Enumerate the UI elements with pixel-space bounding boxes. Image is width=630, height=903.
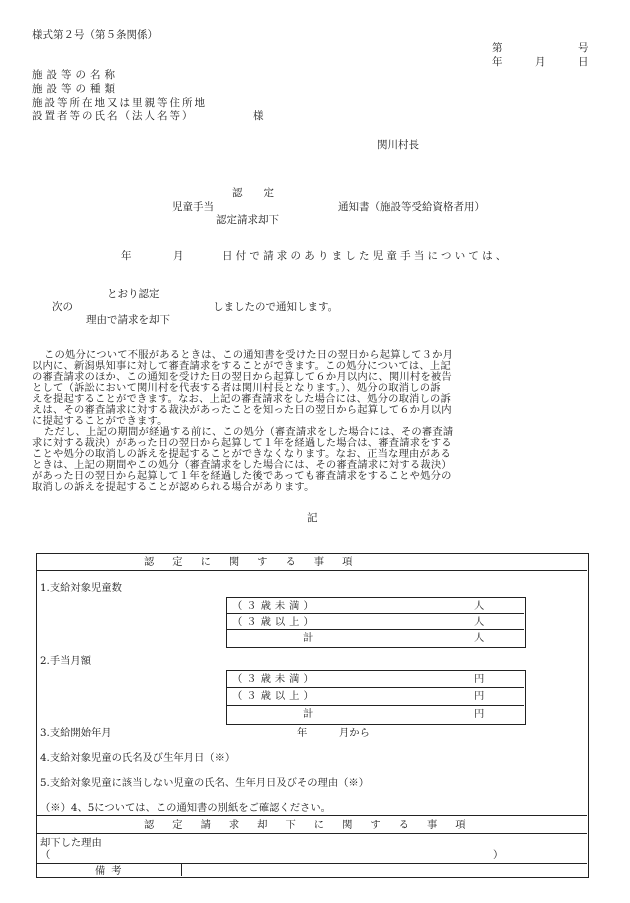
title-prefix: 児童手当 — [172, 201, 214, 213]
section-approval-header: 認定に関する事項 — [144, 556, 371, 568]
note: （※）4、5については、この通知書の別紙をご確認ください。 — [40, 802, 331, 814]
facility-type-label: 施設等の種類 — [32, 83, 119, 95]
notice-line: この処分について不服があるときは、この通知書を受けた日の翌日から起算して３か月 — [44, 349, 454, 361]
notice-line: 以内に、新潟県知事に対して審査請求をすることができます。この処分については、上記 — [32, 360, 451, 372]
facility-address-label: 施設等所在地又は里親等住所地 — [32, 97, 207, 109]
count-total-unit: 人 — [474, 632, 485, 644]
over3-label: （３歳以上） — [232, 616, 318, 628]
amount-under3-unit: 円 — [474, 673, 485, 685]
lead-text: 日付で請求のありました児童手当については、 — [222, 250, 510, 262]
amount-under3-label: （３歳未満） — [232, 673, 318, 685]
divider — [37, 833, 587, 834]
item3-year: 年 — [297, 727, 308, 739]
result-option-rejected: 理由で請求を却下 — [86, 314, 170, 326]
lead-month: 月 — [173, 250, 184, 262]
remarks-label: 備考 — [95, 865, 128, 877]
notice-line: ただし、上記の期間が経過する前に、この処分（審査請求をした場合には、その審査請 — [44, 426, 454, 438]
divider — [37, 570, 587, 571]
date-year: 年 — [492, 56, 503, 68]
title-option-approved: 認 定 — [232, 187, 274, 199]
amount-over3-unit: 円 — [474, 690, 485, 702]
divider — [181, 863, 182, 876]
item1-label: 1.支給対象児童数 — [40, 582, 122, 594]
divider — [227, 687, 524, 688]
title-suffix: 通知書（施設等受給資格者用） — [338, 201, 485, 213]
paren-close: ） — [493, 849, 504, 861]
result-option-approved: とおり認定 — [107, 288, 160, 300]
founder-name-label: 設置者等の氏名（法人名等） — [32, 110, 195, 122]
notice-line: ときは、上記の期間やこの処分（審査請求をした場合には、その審査請求に対する裁決） — [32, 459, 452, 471]
amount-over3-label: （３歳以上） — [232, 690, 318, 702]
divider — [227, 705, 524, 706]
item3-label: 3.支給開始年月 — [40, 727, 112, 739]
notice-line: ことや処分の取消しの訴えを提起することができなくなります。なお、正当な理由がある — [32, 448, 452, 460]
count-total-label: 計 — [303, 632, 314, 644]
ki-marker: 記 — [307, 512, 318, 524]
lead-year: 年 — [121, 250, 132, 262]
result-prefix: 次の — [52, 301, 73, 313]
notice-line: えは、その審査請求に対する裁決があったことを知った日の翌日から起算して６か月以内 — [32, 404, 452, 416]
amount-total-unit: 円 — [474, 708, 485, 720]
date-day: 日 — [578, 56, 589, 68]
over3-unit: 人 — [474, 616, 485, 628]
item5-label: 5.支給対象児童に該当しない児童の氏名、生年月日及びその理由（※） — [40, 777, 370, 789]
divider — [227, 629, 524, 630]
item4-label: 4.支給対象児童の氏名及び生年月日（※） — [40, 752, 236, 764]
notice-line: 取消しの訴えを提起することが認められる場合があります。 — [32, 481, 315, 493]
divider — [37, 815, 587, 816]
section-rejection-header: 認定請求却下に関する事項 — [144, 819, 484, 831]
date-month: 月 — [535, 56, 546, 68]
divider — [37, 863, 587, 864]
notice-line: えを提起することができます。なお、上記の審査請求をした場合には、処分の取消しの訴 — [32, 393, 452, 405]
notice-line: に提起することができます。 — [32, 415, 168, 427]
item2-label: 2.手当月額 — [40, 655, 92, 667]
notice-line: があった日の翌日から起算して１年を経過した後であっても審査請求をすることや処分の — [32, 470, 452, 482]
facility-name-label: 施設等の名称 — [32, 69, 119, 81]
amount-total-label: 計 — [303, 708, 314, 720]
notice-line: として（訴訟において関川村を代表する者は関川村長となります。）、処分の取消しの訴 — [32, 382, 441, 394]
rejection-reason-label: 却下した理由 — [40, 837, 102, 849]
doc-no-prefix: 第 — [492, 42, 503, 54]
title-option-rejected: 認定請求却下 — [216, 214, 279, 226]
under3-label: （３歳未満） — [232, 600, 318, 612]
item3-month: 月から — [339, 727, 370, 739]
issuer: 関川村長 — [377, 139, 419, 151]
notice-line: の審査請求のほか、この通知を受けた日の翌日から起算して６か月以内に、関川村を被告 — [32, 371, 452, 383]
paren-open: （ — [40, 849, 51, 861]
notice-line: 求に対する裁決）があった日の翌日から起算して１年を経過した場合は、審査請求をする — [32, 437, 452, 449]
doc-no-suffix: 号 — [578, 42, 589, 54]
divider — [227, 613, 524, 614]
under3-unit: 人 — [474, 600, 485, 612]
form-number: 様式第２号（第５条関係） — [32, 29, 158, 41]
honorific: 様 — [253, 110, 264, 122]
result-suffix: しましたので通知します。 — [213, 301, 339, 313]
